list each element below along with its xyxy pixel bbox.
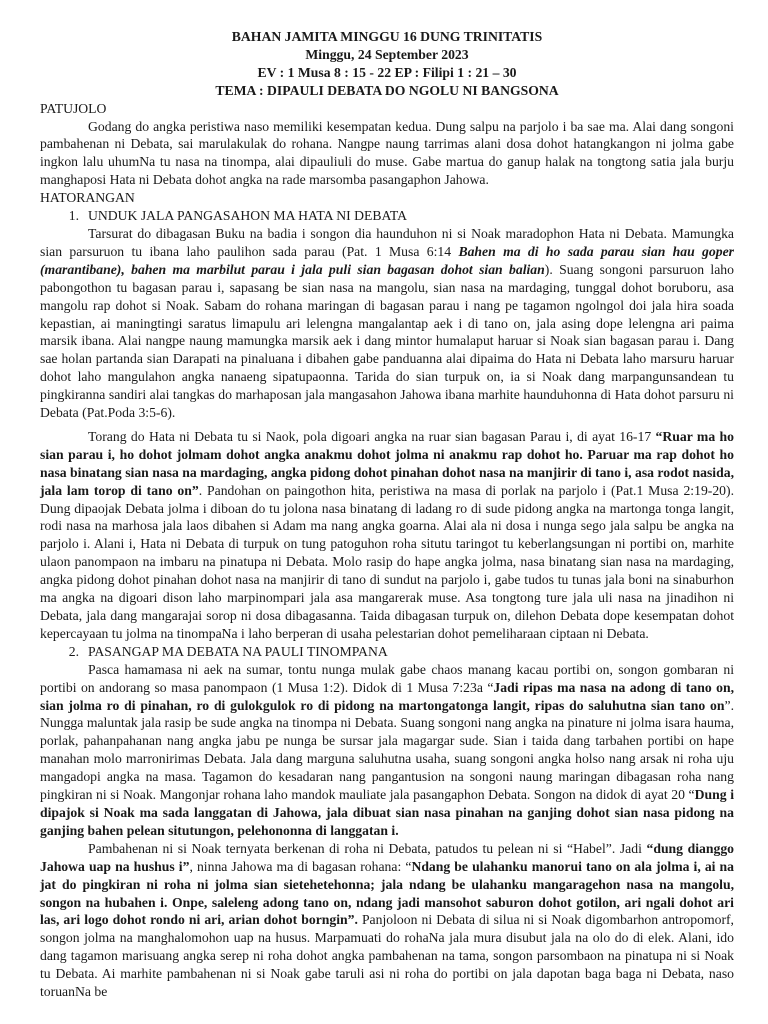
paragraph-text: Pasca hamamasa ni aek na sumar, tontu nunga mulak gabe chaos manang kacau portibi on, songon gombaran ni portibi on andorang so masa panompaon (1 Musa 1:2). Didok di 1 Musa 7:23a “ [40, 661, 734, 695]
scripture-quote: Jadi ripas ma nasa na adong di tano on, sian jolma ro di pinahan, ro di gulokgulok ro di pidong na martongatonga langit, ripas do saluhutna sian tano on [40, 679, 734, 713]
section-heading-hatorangan: HATORANGAN [40, 190, 135, 206]
body-paragraph [40, 225, 734, 422]
scripture-quote: “Ruar ma ho sian parau i, ho dohot jolmam dohot angka anakmu dohot jolma ni anakmu rap dohot ho. Paruar ma rap dohot ho nasa binatang sian nasa na mardaging, angka pidong dohot pinahan dohot nasa na manjirir di tano i, asa rodot nasida, jala lam torop di tano on” [40, 428, 734, 498]
paragraph-text: ). Suang songoni parsuruon laho pabongothon tu bagasan parau i, sapasang be sian nasa na mangolu, sian nasa na mardaging, tunggal dohot boruboru, asa mangolu rap dohot si Noak. Sabam do rohana maringan di bagasan parau i nang pe tagamon ngolngol doi jala hira soada kepastian, ai maningtingi saratus limapulu ari lelengna mangalantap aek i di tano on, jala asing dope lelengna ari paima marsik ibana. Alai nangpe naung mamungka marsik aek i dang mintor humalaput haruar si Noak sian bagasan parau i. Dang sae holan partanda sian Darapati na pinaluana i dibahen gabe panduanna alai dipaima do Hata ni Debata laho marsuru haruar dohot laho mangulahon angka nanaeng sipatupaonna. Tarida do sian turpuk on, ia si Noak dang marpangunsandean tu pingkiranna sandiri alai tangkas do marhaposan jala mangasahon Jahowa ibana marhite haunduhonna di Hata dohot parsuru ni Debata (Pat.Poda 3:5-6). [40, 261, 734, 421]
body-paragraph [40, 428, 734, 643]
scripture-quote: Ndang be ulahanku manorui tano on ala jolma i, ai na jat do pingkiran ni roha ni jolma sian sietehetehonna; jala ndang be ulahanku mangarageho​n nasa na mangolu, songon na hubahen i. Onpe, saleleng adong tano on, ndang jadi mansohot saburon dohot gotilon, ari ngali dohot ari las, ari logo dohot rondo ni ari, arian dohot borngin”. [40, 858, 734, 928]
subsection-title: UNDUK JALA PANGASAHON MA HATA NI DEBATA [88, 208, 407, 224]
subsection-heading-1 [40, 207, 734, 225]
paragraph-text: , ninna Jahowa ma di bagasan rohana: “ [189, 858, 412, 874]
patujolo-paragraph: Godang do angka peristiwa naso memiliki kesempatan kedua. Dung salpu na parjolo i ba sae ma. Alai dang songoni pambahenan ni Debata, sai marulakulak do rohana. Nangpe naung tarrimas alani dosa dohot hatangkangon ni jolma gabe ingkon lalu uhumNa tu nasa na tinompa, alai dipauliuli do muse. Gabe martua do ganup halak na tongtong satia jala burju manghaposi Hata ni Debata dohot angka na rade marsomba pasangaphon Jahowa. [40, 118, 734, 188]
section-heading-patujolo: PATUJOLO [40, 100, 107, 116]
scripture-quote: Bahen ma di ho sada parau sian hau goper (marantibane), bahen ma marbilut parau i jala puli sian bagasan dohot sian balian [40, 243, 734, 277]
document-title: BAHAN JAMITA MINGGU 16 DUNG TRINITATIS [231, 29, 543, 44]
scripture-quote: “dung dianggo Jahowa uap na hushus i” [40, 840, 735, 874]
subsection-number: 2. [68, 643, 79, 659]
paragraph-text: Pambahenan ni si Noak ternyata berkenan di roha ni Debata, patudos tu pelean ni si “Habel”. Jadi [88, 840, 647, 856]
document-header [40, 28, 734, 100]
paragraph-text: Panjoloon ni Debata di silua ni si Noak digombarhon antropomorf, songon jolma na manghalomohon uap na husus. Marpamuati do rohaNa jala mura disubut jala na olo do di elek. Alani, ido dang tagamon marisuang angka serep ni roha dohot angka pambahenan na tama, songon parsombaon na pinatupa ni si Noak tu Debata. Ai marhite pambahenan ni si Noak gabe taruli asi ni roha do portibi on jala dapotan baga baga ni Debata, naso toruanNa be [40, 912, 734, 1000]
body-paragraph [40, 840, 734, 1001]
subsection-number: 1. [68, 208, 79, 224]
ep-reference: EP : Filipi 1 : 21 – 30 [394, 64, 517, 80]
scripture-quote: Dung i dipajok si Noak ma sada langgatan di Jahowa, jala dibuat sian nasa pinahan na ganjing dohot sian nasa pidong na ganjing bahen pelean situtungon, pelehononna di langgatan i. [40, 787, 734, 838]
reading-references [40, 64, 734, 82]
paragraph-text: . Pandohan on paingothon hita, peristiwa na masa di porlak na parjolo i (Pat.1 Musa 2:19-20). Dung dipaojak Debata jolma i diboan do tu jolona nasa binatang di ladang ro di sude pidong angka na martonga tonga langit, rodi nasa na marhosa jala laos dibahen si Adam ma nang angka goarna. Alai ala ni dosa i nunga sego jala salpu be angka na parjolo i. Alani i, Hata ni Debata di turpuk on tung patoguhon roha situtu taringot tu keberlangsungan ni portibi on, marhite ulaon panompaon na imbaru na pinatupa ni Debata. Molo rasip do hape angka jolma, nasa binatang sian nasa na mardaging, angka pidong dohot pinahan dohot nasa na manjirir di tano di sundut na parjolo i, gabe tudos tu tunas jala boni na sinaburhon ma angka na digoari dison laho marpinompari jala asa mangarerak muse. Asa tongtong ture jala uli nasa na jinadihon ni Debata, jala dang mangarajai sorop ni dosa dibagasanna. Taida dibagasan turpuk on, dilehon Debata dope kesempatan dohot kepercayaan tu jolma na tinompaNa i laho berperan di usaha pelestarian dohot pemeliharaan ciptaan ni Debata. [40, 482, 735, 641]
subsection-heading-2 [40, 643, 734, 661]
document-date: Minggu, 24 September 2023 [305, 46, 469, 62]
subsection-title: PASANGAP MA DEBATA NA PAULI TINOMPANA [88, 643, 388, 659]
paragraph-text: ”. Nungga maluntak jala rasip be sude angka na tinompa ni Debata. Suang songoni nang angka na pinature ni jolma isara hauma, porlak, pahanpahanan nang angka jabu pe nunga be sursar jala magargar sude. Sian i taida dang tarbahen portibi on hape manahan molo marronirimas Debata. Jala dang marguna saluhutna usaha, suang songoni angka holso nang arsak ni roha uju mangadopi angka na masa. Tagamon do kesadaran nang pangantusion na songoni naung maringan dibagasan roha nang pingkiran ni si Noak. Mangonjar rohana laho mandok mauliate jala pasangaphon Debata. Songon na didok di ayat 20 “ [40, 697, 734, 803]
paragraph-text: Torang do Hata ni Debata tu si Naok, pola digoari angka na ruar sian bagasan Parau i, di ayat 16-17 [88, 428, 656, 444]
paragraph-text: Tarsurat do dibagasan Buku na badia i songon dia haunduhon ni si Noak maradophon Hata ni Debata. Mamungka sian parsuruon tu ibana laho paulihon sada parau (Pat. 1 Musa 6:14 [40, 225, 734, 259]
body-paragraph [40, 661, 734, 840]
ev-reference: EV : 1 Musa 8 : 15 - 22 [257, 64, 392, 80]
sermon-theme: TEMA : DIPAULI DEBATA DO NGOLU NI BANGSONA [215, 82, 559, 98]
